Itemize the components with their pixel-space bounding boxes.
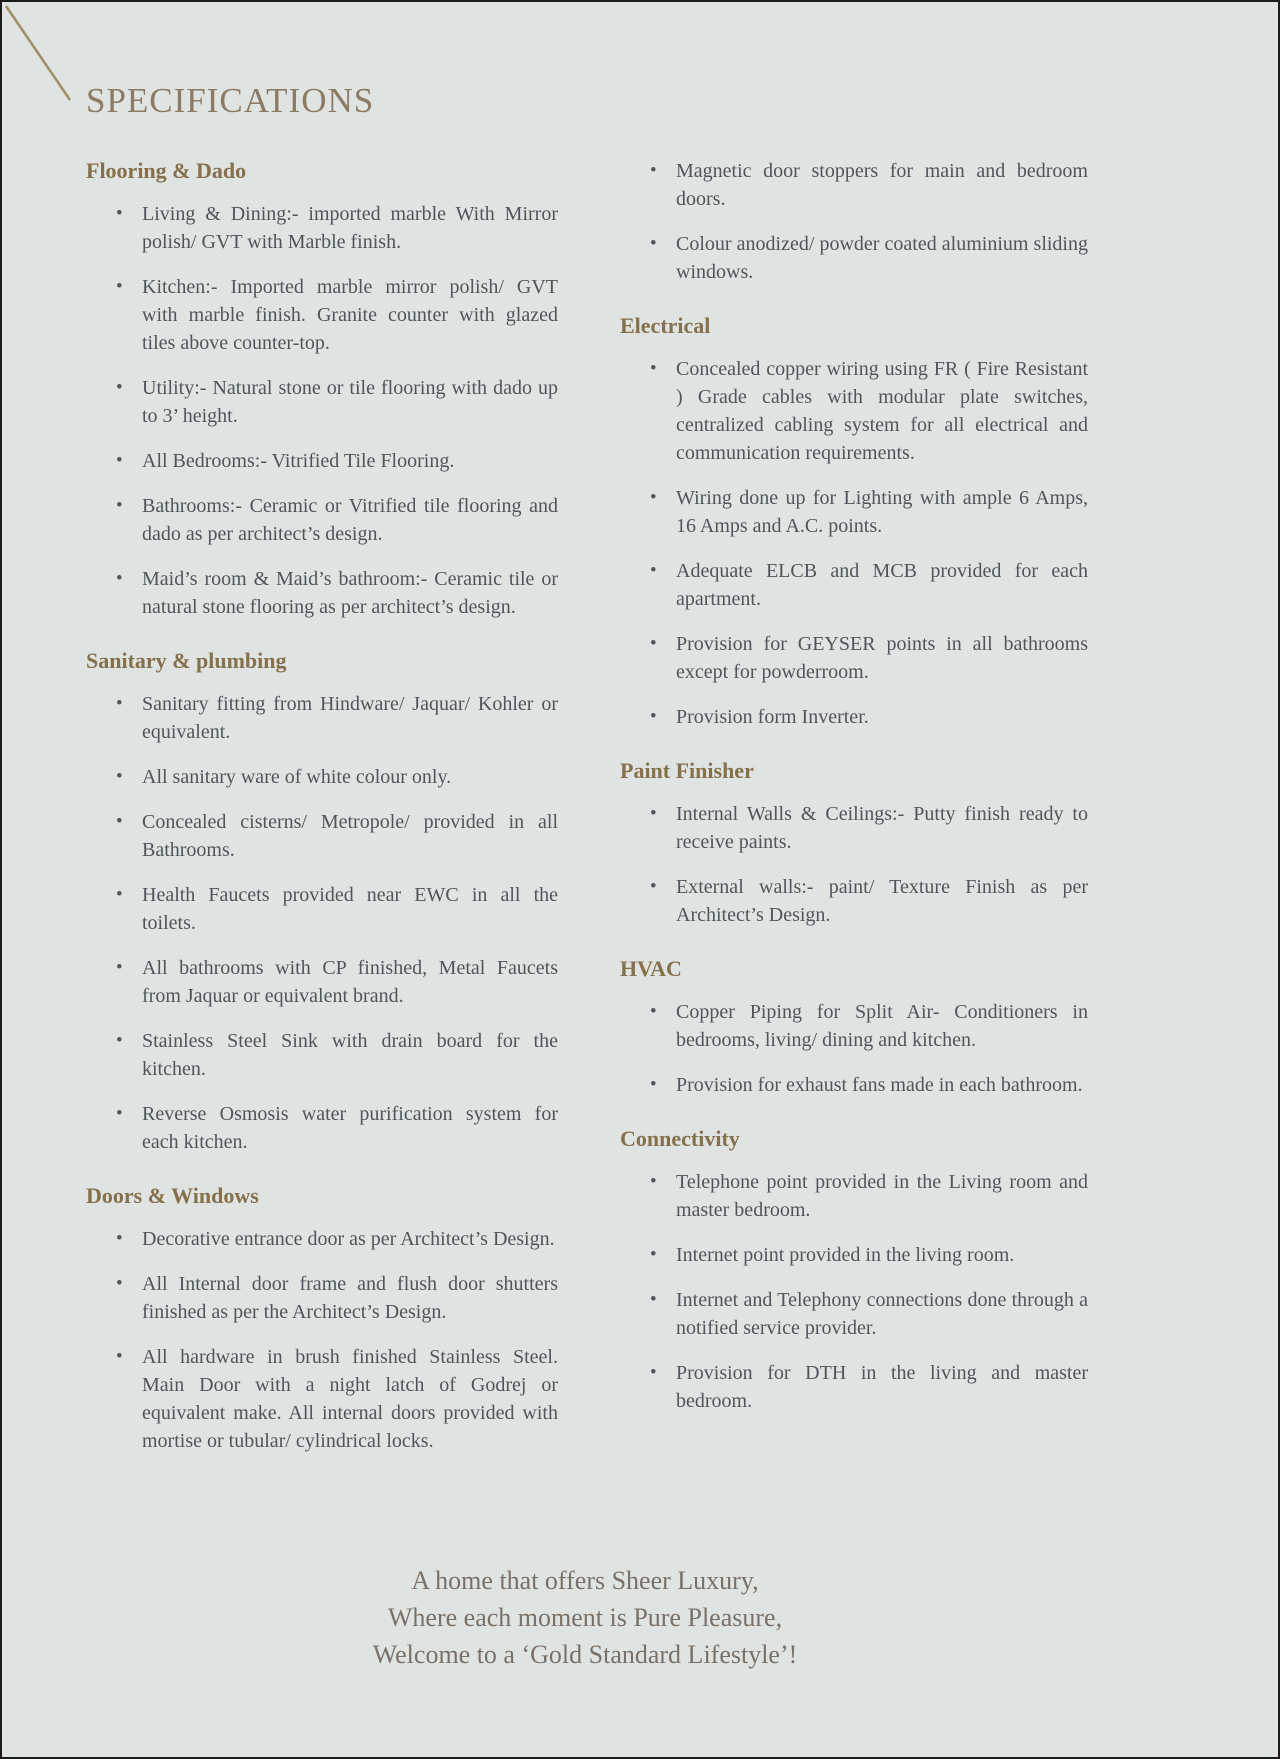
list-item — [620, 355, 1088, 467]
list-item — [86, 492, 558, 548]
list-item — [86, 954, 558, 1010]
list-item — [86, 273, 558, 357]
bullet-icon: • — [650, 1243, 657, 1265]
list-item-text: External walls:- paint/ Texture Finish as per Architect’s Design. — [676, 875, 1088, 926]
bullet-icon: • — [650, 632, 657, 654]
bullet-list — [86, 1225, 558, 1455]
list-item — [86, 374, 558, 430]
list-item-text: Provision for exhaust fans made in each bathroom. — [676, 1073, 1083, 1096]
bullet-icon: • — [650, 1073, 657, 1095]
list-item — [620, 1071, 1088, 1099]
list-item-text: Telephone point provided in the Living room and master bedroom. — [676, 1170, 1088, 1221]
list-item — [86, 808, 558, 864]
list-item — [86, 200, 558, 256]
corner-diagonal-line-decoration — [2, 2, 92, 117]
bullet-icon: • — [116, 692, 123, 714]
section-heading-doors-windows: Doors & Windows — [86, 1182, 259, 1208]
bullet-icon: • — [116, 275, 123, 297]
bullet-list — [620, 157, 1088, 286]
list-item — [620, 230, 1088, 286]
list-item-text: Utility:- Natural stone or tile flooring with dado up to 3’ height. — [142, 376, 558, 427]
section-heading-hvac: HVAC — [620, 955, 682, 981]
list-item-text: All Bedrooms:- Vitrified Tile Flooring. — [142, 449, 455, 472]
bullet-icon: • — [650, 559, 657, 581]
list-item-text: All bathrooms with CP finished, Metal Faucets from Jaquar or equivalent brand. — [142, 956, 558, 1007]
bullet-icon: • — [116, 1272, 123, 1294]
list-item-text: Copper Piping for Split Air- Conditioners in bedrooms, living/ dining and kitchen. — [676, 1000, 1088, 1051]
section-heading-connectivity: Connectivity — [620, 1125, 740, 1151]
bullet-icon: • — [116, 449, 123, 471]
section-heading-electrical: Electrical — [620, 312, 711, 338]
bullet-icon: • — [116, 494, 123, 516]
list-item-text: All Internal door frame and flush door shutters finished as per the Architect’s Design. — [142, 1272, 558, 1323]
bullet-icon: • — [650, 802, 657, 824]
list-item-text: Sanitary fitting from Hindware/ Jaquar/ Kohler or equivalent. — [142, 692, 558, 743]
bullet-icon: • — [650, 1000, 657, 1022]
bullet-icon: • — [650, 1288, 657, 1310]
list-item — [620, 998, 1088, 1054]
list-item — [620, 157, 1088, 213]
list-item — [620, 703, 1088, 731]
bullet-icon: • — [650, 705, 657, 727]
footer-line-2: Where each moment is Pure Pleasure, — [387, 1603, 783, 1632]
list-item — [620, 484, 1088, 540]
list-item — [620, 557, 1088, 613]
list-item — [86, 1100, 558, 1156]
bullet-icon: • — [650, 875, 657, 897]
list-item-text: Living & Dining:- imported marble With Mirror polish/ GVT with Marble finish. — [142, 202, 558, 253]
list-item-text: Internal Walls & Ceilings:- Putty finish ready to receive paints. — [676, 802, 1088, 853]
bullet-icon: • — [650, 159, 657, 181]
footer-line-3: Welcome to a ‘Gold Standard Lifestyle’! — [372, 1640, 798, 1669]
list-item — [620, 1241, 1088, 1269]
list-item-text: Wiring done up for Lighting with ample 6 Amps, 16 Amps and A.C. points. — [676, 486, 1088, 537]
content-columns — [2, 157, 1278, 1472]
list-item-text: Concealed cisterns/ Metropole/ provided in all Bathrooms. — [142, 810, 558, 861]
list-item-text: Provision form Inverter. — [676, 705, 869, 728]
list-item — [86, 1270, 558, 1326]
list-item — [86, 690, 558, 746]
section-heading-flooring-dado: Flooring & Dado — [86, 157, 247, 183]
list-item-text: Provision for DTH in the living and master bedroom. — [676, 1361, 1088, 1412]
bullet-list — [86, 200, 558, 621]
bullet-icon: • — [116, 956, 123, 978]
list-item — [86, 1027, 558, 1083]
list-item — [620, 873, 1088, 929]
bullet-icon: • — [650, 1170, 657, 1192]
list-item-text: Stainless Steel Sink with drain board for the kitchen. — [142, 1029, 558, 1080]
list-item — [86, 1343, 558, 1455]
left-column — [86, 157, 558, 1472]
bullet-icon: • — [116, 765, 123, 787]
bullet-list — [620, 800, 1088, 929]
list-item-text: Provision for GEYSER points in all bathrooms except for powderroom. — [676, 632, 1088, 683]
bullet-icon: • — [650, 1361, 657, 1383]
section-heading-sanitary-plumbing: Sanitary & plumbing — [86, 647, 287, 673]
list-item — [620, 630, 1088, 686]
bullet-icon: • — [116, 202, 123, 224]
bullet-icon: • — [116, 1029, 123, 1051]
list-item-text: Maid’s room & Maid’s bathroom:- Ceramic tile or natural stone flooring as per architect’s design. — [142, 567, 558, 618]
list-item-text: Health Faucets provided near EWC in all the toilets. — [142, 883, 558, 934]
list-item-text: Reverse Osmosis water purification system for each kitchen. — [142, 1102, 558, 1153]
list-item — [86, 763, 558, 791]
list-item — [86, 1225, 558, 1253]
bullet-icon: • — [116, 1102, 123, 1124]
bullet-icon: • — [116, 376, 123, 398]
list-item-text: Adequate ELCB and MCB provided for each apartment. — [676, 559, 1088, 610]
list-item-text: All sanitary ware of white colour only. — [142, 765, 452, 788]
bullet-list — [620, 355, 1088, 731]
bullet-icon: • — [116, 1345, 123, 1367]
list-item — [86, 565, 558, 621]
list-item-text: Internet and Telephony connections done through a notified service provider. — [676, 1288, 1088, 1339]
list-item-text: Bathrooms:- Ceramic or Vitrified tile flooring and dado as per architect’s design. — [142, 494, 558, 545]
list-item-text: Decorative entrance door as per Architect’s Design. — [142, 1227, 555, 1250]
footer-line-1: A home that offers Sheer Luxury, — [411, 1566, 759, 1595]
right-column — [620, 157, 1088, 1432]
list-item — [620, 1359, 1088, 1415]
bullet-list — [620, 1168, 1088, 1415]
bullet-icon: • — [116, 567, 123, 589]
list-item — [86, 447, 558, 475]
list-item — [620, 800, 1088, 856]
bullet-icon: • — [116, 1227, 123, 1249]
list-item — [620, 1168, 1088, 1224]
page-title: SPECIFICATIONS — [86, 81, 375, 120]
list-item — [620, 1286, 1088, 1342]
list-item-text: All hardware in brush finished Stainless Steel. Main Door with a night latch of Godrej or equivalent make. All internal doors provided with mortise or tubular/ cylindrical locks. — [142, 1345, 558, 1452]
section-heading-paint-finisher: Paint Finisher — [620, 757, 754, 783]
list-item-text: Colour anodized/ powder coated aluminium sliding windows. — [676, 232, 1088, 283]
list-item-text: Internet point provided in the living room. — [676, 1243, 1015, 1266]
footer-tagline — [2, 1562, 1168, 1673]
bullet-icon: • — [650, 357, 657, 379]
bullet-icon: • — [116, 810, 123, 832]
bullet-icon: • — [650, 232, 657, 254]
list-item-text: Concealed copper wiring using FR ( Fire Resistant ) Grade cables with modular plate switches, centralized cabling system for all electrical and communication requirements. — [676, 357, 1088, 464]
bullet-list — [86, 690, 558, 1156]
list-item-text: Magnetic door stoppers for main and bedroom doors. — [676, 159, 1088, 210]
list-item-text: Kitchen:- Imported marble mirror polish/ GVT with marble finish. Granite counter with glazed tiles above counter-top. — [142, 275, 558, 354]
bullet-icon: • — [650, 486, 657, 508]
bullet-icon: • — [116, 883, 123, 905]
bullet-list — [620, 998, 1088, 1099]
list-item — [86, 881, 558, 937]
